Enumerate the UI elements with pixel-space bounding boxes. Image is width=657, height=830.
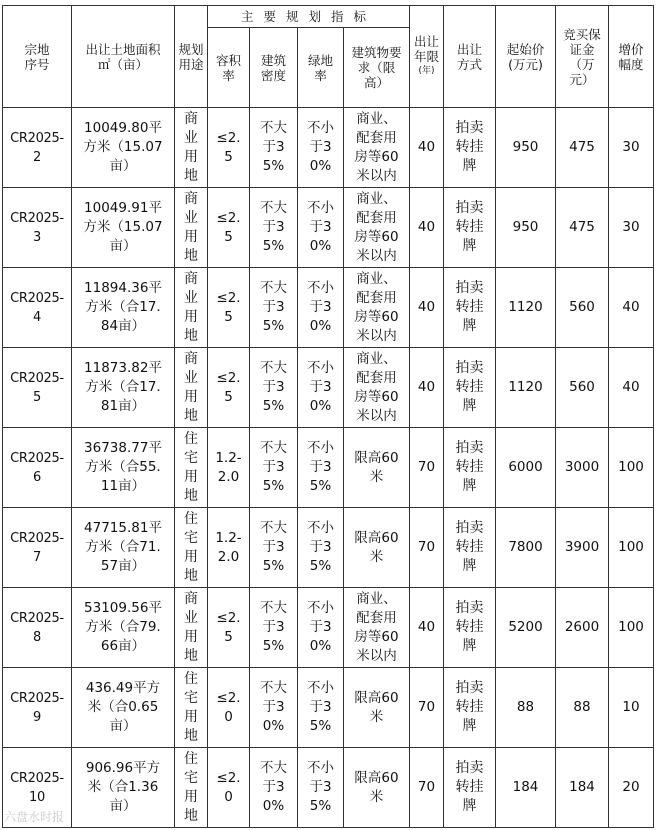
- start-price-text: 1120: [508, 379, 543, 395]
- plot-id-text: CR2025-3: [10, 210, 64, 245]
- cell-increment: [609, 748, 654, 828]
- header-plot-no: 宗地序号: [3, 6, 72, 108]
- cell-area: [72, 348, 175, 428]
- bldg-req-text: 商业、配套用房等60米以内: [354, 350, 399, 424]
- green-text: 不小于30%: [307, 600, 334, 654]
- green-text: 不小于30%: [307, 200, 334, 254]
- header-area: 出让土地面积㎡（亩）: [72, 6, 175, 108]
- header-density: 建筑密度: [250, 28, 298, 108]
- method-text: 拍卖转挂牌: [455, 680, 484, 734]
- area-text: 36738.77平方米（合55.11亩）: [84, 440, 162, 494]
- increment-text: 20: [622, 779, 640, 795]
- cell-increment: [609, 668, 654, 748]
- cell-start-price: [496, 668, 556, 748]
- cell-green: [298, 428, 344, 508]
- deposit-text: 184: [569, 779, 595, 795]
- method-text: 拍卖转挂牌: [455, 200, 484, 254]
- cell-use: [175, 748, 208, 828]
- cell-plot-id: [3, 188, 72, 268]
- cell-deposit: [556, 508, 609, 588]
- density-text: 不大于35%: [260, 520, 287, 574]
- header-term: 出让年限 (年): [410, 6, 444, 108]
- cell-green: [298, 748, 344, 828]
- cell-increment: [609, 588, 654, 668]
- density-text: 不大于30%: [260, 680, 287, 734]
- bldg-req-text: 限高60米: [354, 529, 399, 565]
- term-text: 40: [417, 139, 436, 155]
- area-text: 10049.80平方米（15.07亩）: [83, 120, 163, 174]
- cell-green: [298, 188, 344, 268]
- bldg-req-text: 商业、配套用房等60米以内: [354, 110, 399, 184]
- density-text: 不大于35%: [260, 120, 287, 174]
- header-main-indicators: 主要规划指标: [208, 6, 410, 28]
- cell-far: [208, 588, 250, 668]
- cell-bldg-req: [344, 348, 410, 428]
- cell-plot-id: [3, 268, 72, 348]
- term-text: 70: [417, 539, 436, 555]
- term-text: 70: [417, 459, 436, 475]
- term-text: 70: [417, 699, 436, 715]
- cell-bldg-req: [344, 588, 410, 668]
- table-row: [3, 348, 654, 428]
- increment-text: 100: [618, 539, 644, 555]
- far-text: ≤2.5: [216, 129, 241, 165]
- cell-term: [410, 348, 444, 428]
- density-text: 不大于35%: [260, 280, 287, 334]
- plot-id-text: CR2025-8: [10, 610, 64, 645]
- start-price-text: 88: [516, 699, 535, 715]
- method-text: 拍卖转挂牌: [455, 440, 484, 494]
- density-text: 不大于30%: [260, 760, 287, 814]
- cell-use: [175, 268, 208, 348]
- method-text: 拍卖转挂牌: [455, 600, 484, 654]
- cell-bldg-req: [344, 748, 410, 828]
- method-text: 拍卖转挂牌: [455, 360, 484, 414]
- density-text: 不大于35%: [260, 600, 287, 654]
- plot-id-text: CR2025-6: [10, 450, 64, 485]
- use-text: 商业用地: [184, 190, 198, 264]
- cell-term: [410, 188, 444, 268]
- cell-method: [444, 268, 496, 348]
- cell-term: [410, 668, 444, 748]
- cell-term: [410, 108, 444, 188]
- cell-start-price: [496, 508, 556, 588]
- cell-method: [444, 508, 496, 588]
- use-text: 住宅用地: [184, 750, 198, 824]
- term-text: 40: [417, 379, 436, 395]
- plot-id-text: CR2025-9: [10, 690, 64, 725]
- cell-area: [72, 108, 175, 188]
- use-text: 商业用地: [184, 350, 198, 424]
- table-row: [3, 428, 654, 508]
- cell-term: [410, 428, 444, 508]
- cell-far: [208, 668, 250, 748]
- density-text: 不大于35%: [260, 200, 287, 254]
- cell-area: [72, 428, 175, 508]
- green-text: 不小于30%: [307, 360, 334, 414]
- cell-increment: [609, 508, 654, 588]
- cell-use: [175, 108, 208, 188]
- header-method: 出让方式: [444, 6, 496, 108]
- cell-term: [410, 508, 444, 588]
- cell-use: [175, 508, 208, 588]
- cell-density: [250, 508, 298, 588]
- cell-far: [208, 508, 250, 588]
- cell-far: [208, 108, 250, 188]
- plot-id-text: CR2025-4: [10, 290, 64, 325]
- method-text: 拍卖转挂牌: [455, 520, 484, 574]
- cell-density: [250, 188, 298, 268]
- cell-term: [410, 588, 444, 668]
- cell-increment: [609, 428, 654, 508]
- header-increment: 增价幅度: [609, 6, 654, 108]
- cell-area: [72, 188, 175, 268]
- deposit-text: 88: [573, 699, 591, 715]
- cell-density: [250, 748, 298, 828]
- area-text: 11873.82平方米（合17.81亩）: [84, 360, 162, 414]
- area-text: 436.49平方米（合0.65亩）: [85, 680, 161, 734]
- cell-density: [250, 588, 298, 668]
- cell-start-price: [496, 348, 556, 428]
- density-text: 不大于35%: [260, 360, 287, 414]
- bldg-req-text: 限高60米: [354, 689, 399, 725]
- cell-plot-id: [3, 428, 72, 508]
- cell-plot-id: [3, 508, 72, 588]
- header-deposit: 竞买保证金（万元）: [556, 6, 609, 108]
- increment-text: 40: [622, 299, 640, 315]
- cell-start-price: [496, 588, 556, 668]
- cell-bldg-req: [344, 508, 410, 588]
- cell-plot-id: [3, 108, 72, 188]
- term-text: 40: [417, 619, 436, 635]
- increment-text: 40: [622, 379, 640, 395]
- start-price-text: 950: [512, 139, 539, 155]
- bldg-req-text: 限高60米: [354, 449, 399, 485]
- cell-green: [298, 348, 344, 428]
- cell-use: [175, 668, 208, 748]
- far-text: 1.2-2.0: [215, 449, 242, 485]
- cell-plot-id: [3, 668, 72, 748]
- cell-deposit: [556, 428, 609, 508]
- cell-area: [72, 668, 175, 748]
- header-bldg-req: 建筑物要求（限高）: [344, 28, 410, 108]
- green-text: 不小于30%: [307, 280, 334, 334]
- cell-increment: [609, 268, 654, 348]
- use-text: 住宅用地: [184, 510, 198, 584]
- start-price-text: 7800: [508, 539, 543, 555]
- green-text: 不小于35%: [307, 440, 334, 494]
- cell-term: [410, 268, 444, 348]
- cell-deposit: [556, 668, 609, 748]
- cell-start-price: [496, 188, 556, 268]
- watermark: 六盘水时报: [4, 810, 65, 824]
- cell-use: [175, 188, 208, 268]
- cell-method: [444, 748, 496, 828]
- deposit-text: 2600: [564, 619, 600, 635]
- start-price-text: 1120: [508, 299, 543, 315]
- header-term-unit: (年): [418, 66, 435, 76]
- cell-green: [298, 108, 344, 188]
- table-row: [3, 668, 654, 748]
- area-text: 11894.36平方米（合17.84亩）: [84, 280, 162, 334]
- cell-deposit: [556, 108, 609, 188]
- cell-start-price: [496, 108, 556, 188]
- table-row: [3, 188, 654, 268]
- green-text: 不小于35%: [307, 760, 334, 814]
- density-text: 不大于35%: [260, 440, 287, 494]
- cell-area: [72, 508, 175, 588]
- cell-bldg-req: [344, 668, 410, 748]
- area-text: 10049.91平方米（15.07亩）: [83, 200, 163, 254]
- far-text: ≤2.5: [216, 609, 241, 645]
- cell-method: [444, 588, 496, 668]
- start-price-text: 950: [512, 219, 539, 235]
- far-text: ≤2.5: [216, 289, 241, 325]
- cell-deposit: [556, 188, 609, 268]
- term-text: 70: [417, 779, 436, 795]
- plot-id-text: CR2025-5: [10, 370, 64, 405]
- cell-start-price: [496, 428, 556, 508]
- cell-use: [175, 348, 208, 428]
- start-price-text: 184: [512, 779, 539, 795]
- cell-density: [250, 348, 298, 428]
- increment-text: 10: [622, 699, 640, 715]
- cell-increment: [609, 188, 654, 268]
- cell-far: [208, 748, 250, 828]
- cell-far: [208, 268, 250, 348]
- cell-area: [72, 588, 175, 668]
- far-text: 1.2-2.0: [215, 529, 242, 565]
- cell-method: [444, 668, 496, 748]
- increment-text: 100: [618, 459, 644, 475]
- bldg-req-text: 限高60米: [354, 769, 399, 805]
- table-row: [3, 508, 654, 588]
- plot-id-text: CR2025-10: [10, 770, 64, 805]
- increment-text: 30: [622, 139, 640, 155]
- method-text: 拍卖转挂牌: [455, 280, 484, 334]
- deposit-text: 560: [569, 379, 595, 395]
- cell-density: [250, 268, 298, 348]
- deposit-text: 3900: [564, 539, 600, 555]
- cell-plot-id: [3, 588, 72, 668]
- cell-deposit: [556, 348, 609, 428]
- far-text: ≤2.0: [216, 689, 241, 725]
- bldg-req-text: 商业、配套用房等60米以内: [354, 190, 399, 264]
- cell-start-price: [496, 748, 556, 828]
- cell-plot-id: [3, 348, 72, 428]
- method-text: 拍卖转挂牌: [455, 120, 484, 174]
- cell-density: [250, 428, 298, 508]
- cell-bldg-req: [344, 268, 410, 348]
- cell-green: [298, 668, 344, 748]
- cell-term: [410, 748, 444, 828]
- increment-text: 100: [618, 619, 644, 635]
- cell-increment: [609, 348, 654, 428]
- start-price-text: 5200: [508, 619, 543, 635]
- header-far: 容积率: [208, 28, 250, 108]
- cell-area: [72, 748, 175, 828]
- cell-bldg-req: [344, 108, 410, 188]
- method-text: 拍卖转挂牌: [455, 760, 484, 814]
- bldg-req-text: 商业、配套用房等60米以内: [354, 590, 399, 664]
- deposit-text: 475: [569, 139, 595, 155]
- green-text: 不小于35%: [307, 680, 334, 734]
- cell-bldg-req: [344, 188, 410, 268]
- bldg-req-text: 商业、配套用房等60米以内: [354, 270, 399, 344]
- term-text: 40: [417, 219, 436, 235]
- use-text: 商业用地: [184, 270, 198, 344]
- cell-method: [444, 348, 496, 428]
- cell-far: [208, 188, 250, 268]
- area-text: 47715.81平方米（合71.57亩）: [84, 520, 162, 574]
- deposit-text: 560: [569, 299, 595, 315]
- cell-area: [72, 268, 175, 348]
- green-text: 不小于30%: [307, 120, 334, 174]
- use-text: 住宅用地: [184, 430, 198, 504]
- plot-id-text: CR2025-7: [10, 530, 64, 565]
- cell-method: [444, 188, 496, 268]
- deposit-text: 475: [569, 219, 595, 235]
- increment-text: 30: [622, 219, 640, 235]
- far-text: ≤2.0: [216, 769, 241, 805]
- table-row: [3, 588, 654, 668]
- cell-density: [250, 108, 298, 188]
- term-text: 40: [417, 299, 436, 315]
- use-text: 商业用地: [184, 110, 198, 184]
- header-start-price: 起始价(万元): [496, 6, 556, 108]
- far-text: ≤2.5: [216, 369, 241, 405]
- cell-increment: [609, 108, 654, 188]
- land-auction-table: [2, 5, 654, 828]
- cell-green: [298, 268, 344, 348]
- cell-green: [298, 508, 344, 588]
- plot-id-text: CR2025-2: [10, 130, 64, 165]
- far-text: ≤2.5: [216, 209, 241, 245]
- area-text: 906.96平方米（合1.36亩）: [85, 760, 161, 814]
- cell-far: [208, 348, 250, 428]
- cell-density: [250, 668, 298, 748]
- cell-method: [444, 108, 496, 188]
- cell-far: [208, 428, 250, 508]
- cell-deposit: [556, 748, 609, 828]
- deposit-text: 3000: [564, 459, 600, 475]
- header-green: 绿地率: [298, 28, 344, 108]
- cell-green: [298, 588, 344, 668]
- cell-use: [175, 588, 208, 668]
- use-text: 商业用地: [184, 590, 198, 664]
- cell-start-price: [496, 268, 556, 348]
- table-row: [3, 108, 654, 188]
- area-text: 53109.56平方米（合79.66亩）: [84, 600, 162, 654]
- use-text: 住宅用地: [184, 670, 198, 744]
- table-row: [3, 748, 654, 828]
- cell-method: [444, 428, 496, 508]
- start-price-text: 6000: [508, 459, 543, 475]
- cell-use: [175, 428, 208, 508]
- cell-deposit: [556, 268, 609, 348]
- cell-deposit: [556, 588, 609, 668]
- header-use: 规划用途: [175, 6, 208, 108]
- table-row: [3, 268, 654, 348]
- green-text: 不小于35%: [307, 520, 334, 574]
- cell-bldg-req: [344, 428, 410, 508]
